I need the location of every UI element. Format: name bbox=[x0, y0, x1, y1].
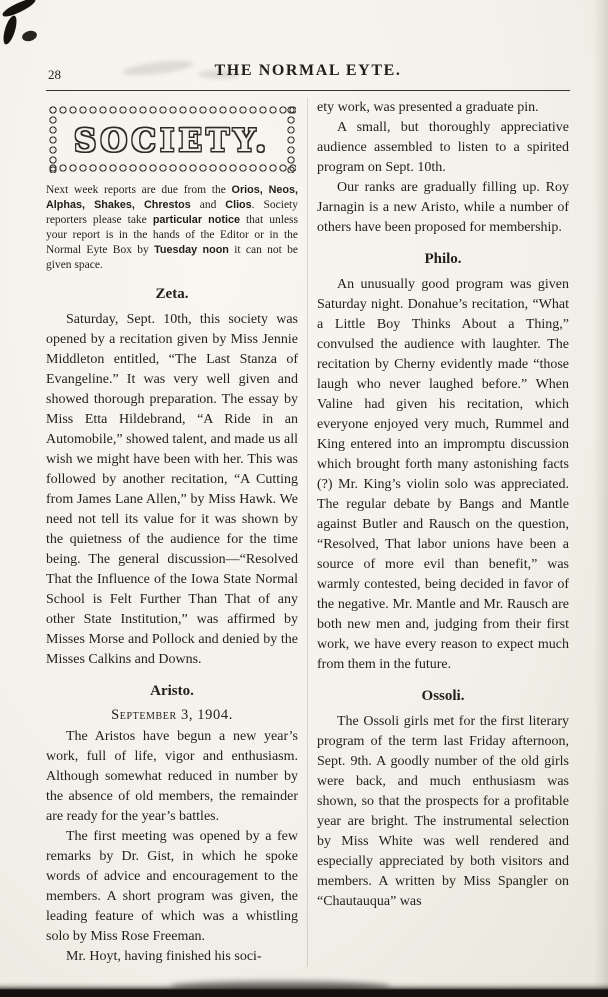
column-divider-rule bbox=[307, 98, 308, 967]
aristo-paragraph: Mr. Hoyt, having finished his soci- bbox=[66, 949, 262, 964]
note-text-bold: Clios bbox=[225, 199, 252, 211]
section-heading-zeta: Zeta. bbox=[155, 286, 189, 302]
note-text: that unless your report is in the hands of the Editor or in the Normal Eyte Box by bbox=[46, 214, 298, 256]
scan-artifact-mark bbox=[21, 29, 38, 42]
section-heading-aristo: Aristo. bbox=[150, 683, 194, 699]
scan-artifact-mark bbox=[1, 14, 19, 46]
note-text-bold: Orios, Neos, Alphas, Shakes, Chrestos bbox=[46, 184, 298, 211]
note-text: Next week reports are due from the bbox=[46, 184, 232, 196]
section-heading-ossoli: Ossoli. bbox=[421, 688, 465, 704]
society-masthead-title: SOCIETY. bbox=[73, 123, 271, 159]
note-text-bold: particular notice bbox=[152, 214, 240, 226]
scan-edge-shadow bbox=[594, 0, 608, 997]
scan-artifact-mark bbox=[1, 0, 37, 19]
society-editor-note bbox=[46, 183, 298, 273]
right-column bbox=[317, 98, 569, 967]
aristo-paragraph: The first meeting was opened by a few remarks by Dr. Gist, in which he spoke words of advice and encouragement to the members. A short program was given, the leading feature of which was a whistling solo by Miss Rose Freeman. bbox=[46, 829, 298, 944]
ornamental-border-left bbox=[48, 105, 58, 173]
note-text: and bbox=[190, 199, 226, 211]
philo-paragraph: An unusually good program was given Saturday night. Donahue’s recitation, “What a Little Boy Thinks About a Thing,” convulsed the audience with laughter. The recitation by Cherny evidently made “those laugh who never laughed before.” When Valine had given his recitation, which everyone enjoyed very much, Rummel and King entered into an impromptu discussion which brought forth many astonishing facts (?) Mr. King’s violin solo was appreciated. The regular debate by Bangs and Mantle against Butler and Rausch on the question, “Resolved, That labor unions have been a source of more evil than benefit,” was warmly contested, being decided in favor of the negative. Mr. Mantle and Mr. Rausch are both new men and, judging from their first work, we have every reason to expect much from them in the future. bbox=[317, 277, 569, 672]
zeta-paragraph: Saturday, Sept. 10th, this society was opened by a recitation given by Miss Jennie Middleton entitled, “The Last Stanza of Evangeline.” It was very well given and showed thorough preparation. The essay by Miss Etta Hildebrand, “A Ride in an Automobile,” showed talent, and made us all wish we might have been with her. This was followed by another recitation, “A Cutting from James Lane Allen,” by Miss Hawk. We need not tell its value for it was shown by the quietness of the audience for the time being. The general discussion—“Resolved That the Influence of the Iowa State Normal School is Felt Further Than That of any other State Institution,” was affirmed by Misses Morse and Pollock and denied by the Misses Calkins and Downs. bbox=[46, 312, 298, 667]
aristo-continued-paragraph: A small, but thoroughly appreciative audience assembled to listen to a spirited program on Sept. 10th. bbox=[317, 120, 569, 175]
section-heading-philo: Philo. bbox=[424, 251, 462, 267]
aristo-date-line: September 3, 1904. bbox=[111, 707, 233, 723]
society-masthead-box bbox=[48, 105, 296, 173]
scan-bottom-edge bbox=[0, 982, 608, 997]
page-header bbox=[46, 62, 570, 88]
ornamental-border-top bbox=[48, 105, 296, 115]
aristo-continued-paragraph: ety work, was presented a graduate pin. bbox=[317, 100, 539, 115]
note-text: . Society reporters please take bbox=[46, 199, 298, 226]
ornamental-border-right bbox=[286, 105, 296, 173]
note-text: it can not be given space. bbox=[46, 244, 298, 271]
ossoli-paragraph: The Ossoli girls met for the first literary program of the term last Friday afternoon, Sept. 9th. A goodly number of the old girls were back, and much enthusiasm was shown, so that the prospects for a profitable year are bright. The instrumental selection by Miss White was well rendered and especially appreciated by both visitors and members. A written by Miss Spangler on “Chautauqua” was bbox=[317, 714, 569, 909]
header-rule bbox=[46, 90, 570, 91]
note-text-bold: Tuesday noon bbox=[154, 244, 229, 256]
aristo-continued-paragraph: Our ranks are gradually filling up. Roy Jarnagin is a new Aristo, while a number of others have been proposed for membership. bbox=[317, 180, 569, 235]
two-column-layout bbox=[46, 98, 570, 967]
page-number: 28 bbox=[48, 67, 61, 82]
aristo-paragraph: The Aristos have begun a new year’s work, full of life, vigor and enthusiasm. Although somewhat reduced in number by the absence of old members, the remainder are ready for the year’s battles. bbox=[46, 729, 298, 824]
left-column bbox=[46, 98, 298, 967]
ornamental-border-bottom bbox=[48, 163, 296, 173]
page-title: THE NORMAL EYTE. bbox=[214, 62, 402, 79]
